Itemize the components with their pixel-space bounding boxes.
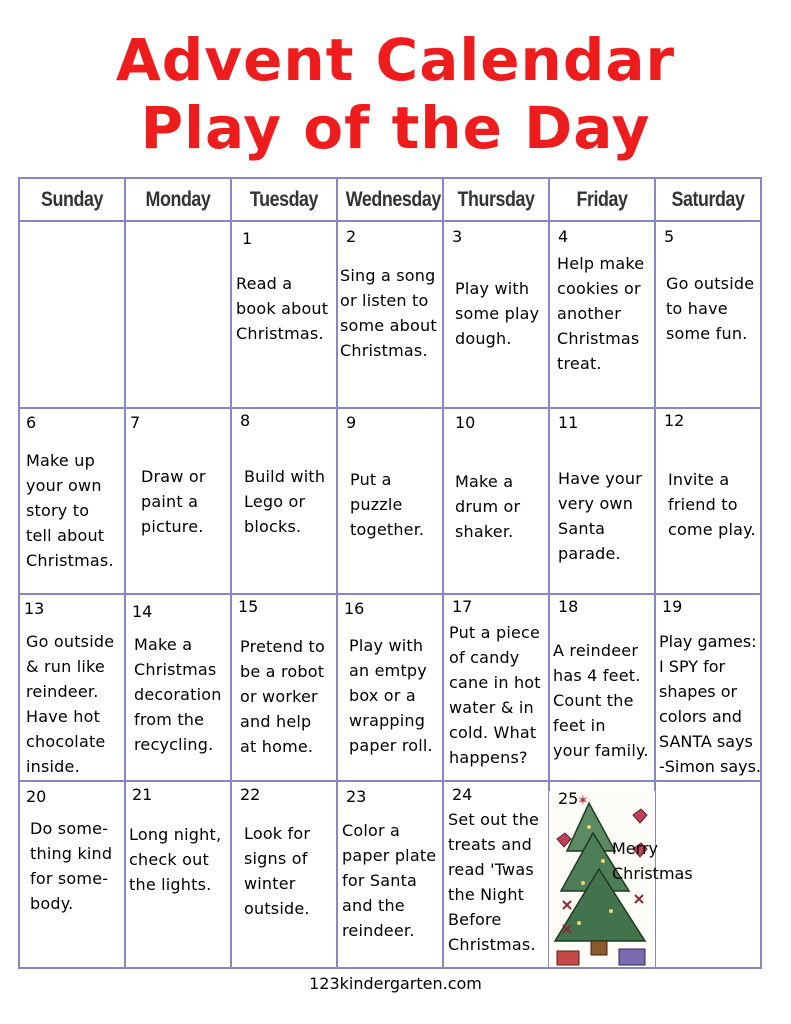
grid-divider xyxy=(230,177,232,969)
day-number: 10 xyxy=(455,413,476,432)
day-activity: Invite a friend to come play. xyxy=(668,470,756,539)
day-number: 20 xyxy=(26,787,47,806)
day-number: 3 xyxy=(452,227,463,246)
day-number: 11 xyxy=(558,413,579,432)
day-number: 4 xyxy=(558,227,569,246)
day-activity: Play with an emtpy box or a wrapping paper roll. xyxy=(349,636,433,755)
grid-divider xyxy=(18,593,762,595)
day-activity: Draw or paint a picture. xyxy=(141,467,206,536)
grid-divider xyxy=(18,780,762,782)
day-activity: Put a piece of candy cane in hot water & in cold. What happens? xyxy=(449,623,541,767)
day-activity: Do some- thing kind for some- body. xyxy=(30,819,113,913)
day-activity: Read a book about Christmas. xyxy=(236,274,329,343)
day-activity: Go outside to have some fun. xyxy=(666,274,755,343)
day-number: 15 xyxy=(238,597,259,616)
day-number: 8 xyxy=(240,411,251,430)
page-title-line-1: Advent Calendar xyxy=(115,26,676,94)
day-number: 12 xyxy=(664,411,685,430)
svg-text:✶: ✶ xyxy=(577,793,589,809)
weekday-monday: Monday xyxy=(145,188,211,211)
day-number: 6 xyxy=(26,413,37,432)
day-number: 17 xyxy=(452,597,473,616)
day-number: 13 xyxy=(24,599,45,618)
day-number: 23 xyxy=(346,787,367,806)
day-activity: Set out the treats and read 'Twas the Night Before Christmas. xyxy=(448,810,540,954)
footer-website: 123kindergarten.com xyxy=(309,974,482,993)
day-activity: Put a puzzle together. xyxy=(350,470,425,539)
day-activity: Color a paper plate for Santa and the reindeer. xyxy=(342,821,437,940)
day-number: 9 xyxy=(346,413,357,432)
grid-divider xyxy=(18,220,762,222)
weekday-thursday: Thursday xyxy=(457,188,535,211)
day-number: 22 xyxy=(240,785,261,804)
day-number: 19 xyxy=(662,597,683,616)
weekday-friday: Friday xyxy=(576,188,628,211)
day-activity: Long night, check out the lights. xyxy=(129,825,222,894)
day-number: 2 xyxy=(346,227,357,246)
day-number: 16 xyxy=(344,599,365,618)
day-number: 24 xyxy=(452,785,473,804)
day-number: 14 xyxy=(132,602,153,621)
day-number: 7 xyxy=(130,413,141,432)
day-activity: Pretend to be a robot or worker and help at home. xyxy=(240,637,325,756)
page-title-line-2: Play of the Day xyxy=(140,94,651,162)
weekday-sunday: Sunday xyxy=(41,188,103,211)
weekday-tuesday: Tuesday xyxy=(249,188,319,211)
day-number: 21 xyxy=(132,785,153,804)
day-activity: Make a Christmas decoration from the recycling. xyxy=(134,635,222,754)
day-activity: Look for signs of winter outside. xyxy=(244,824,311,918)
day-number: 5 xyxy=(664,227,675,246)
day-number: 18 xyxy=(558,597,579,616)
day-activity: Play games: I SPY for shapes or colors and SANTA says -Simon says. xyxy=(659,632,762,776)
day-activity: Have your very own Santa parade. xyxy=(558,469,643,563)
day-number: 1 xyxy=(242,229,253,248)
day-activity: Play with some play dough. xyxy=(455,279,540,348)
grid-divider xyxy=(336,177,338,969)
grid-divider xyxy=(18,407,762,409)
day-activity: Sing a song or listen to some about Christmas. xyxy=(340,266,437,360)
day-activity: Go outside & run like reindeer. Have hot chocolate inside. xyxy=(26,632,115,776)
grid-divider xyxy=(442,177,444,969)
day-activity: Make a drum or shaker. xyxy=(455,472,521,541)
day-activity: Make up your own story to tell about Christmas. xyxy=(26,451,114,570)
day-number: 25 xyxy=(558,789,579,808)
weekday-wednesday: Wednesday xyxy=(345,188,441,211)
grid-divider xyxy=(124,177,126,969)
day-activity: Build with Lego or blocks. xyxy=(244,467,326,536)
day-activity: A reindeer has 4 feet. Count the feet in your family. xyxy=(553,641,649,760)
day-activity: Merry Christmas xyxy=(612,839,693,883)
day-activity: Help make cookies or another Christmas treat. xyxy=(557,254,645,373)
weekday-saturday: Saturday xyxy=(671,188,745,211)
